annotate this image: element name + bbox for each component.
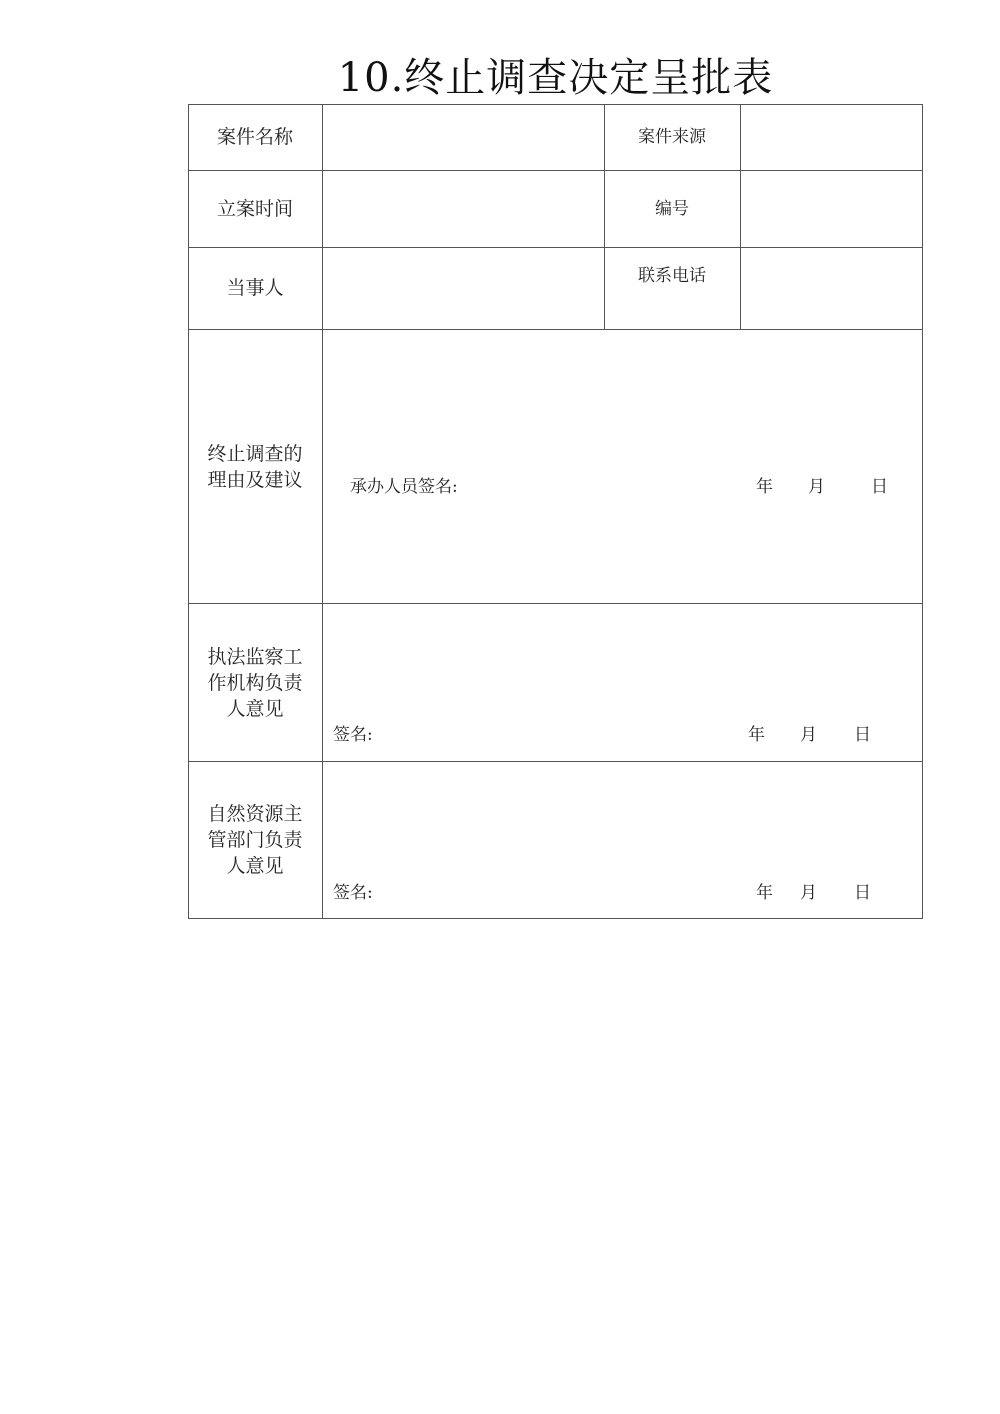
number-label: 编号 bbox=[655, 198, 689, 219]
case-name-label: 案件名称 bbox=[216, 126, 293, 148]
page-title: 10.终止调查决定呈批表 bbox=[337, 55, 774, 101]
case-source-field[interactable] bbox=[741, 105, 922, 170]
reason-label-line: 理由及建议 bbox=[207, 469, 303, 491]
resources-label bbox=[188, 800, 322, 880]
month-label: 月 bbox=[800, 883, 817, 903]
resources-sign-label: 签名: bbox=[333, 883, 373, 903]
month-label: 月 bbox=[808, 477, 825, 497]
reason-label bbox=[188, 329, 322, 605]
year-label: 年 bbox=[756, 883, 773, 903]
supervision-label bbox=[188, 643, 322, 723]
party-field[interactable] bbox=[323, 248, 604, 329]
table-border-bottom bbox=[188, 918, 923, 919]
approval-form bbox=[188, 104, 923, 919]
case-name-field[interactable] bbox=[323, 105, 604, 170]
resources-opinion-field[interactable] bbox=[323, 762, 922, 918]
filing-time-label: 立案时间 bbox=[216, 197, 293, 220]
reason-label-line: 终止调查的 bbox=[207, 443, 303, 465]
case-source-label: 案件来源 bbox=[638, 127, 706, 147]
contact-phone-label: 联系电话 bbox=[638, 266, 706, 286]
number-field[interactable] bbox=[741, 171, 922, 247]
resources-label-line: 自然资源主 bbox=[207, 803, 303, 825]
supervision-label-line: 作机构负责 bbox=[207, 672, 303, 694]
resources-label-line: 管部门负责 bbox=[207, 829, 303, 851]
party-label: 当事人 bbox=[226, 277, 284, 299]
supervision-sign-label: 签名: bbox=[333, 725, 373, 745]
day-label: 日 bbox=[854, 883, 871, 903]
resources-label-line: 人意见 bbox=[226, 855, 284, 877]
day-label: 日 bbox=[871, 477, 888, 497]
filing-time-field[interactable] bbox=[323, 171, 604, 247]
supervision-label-line: 人意见 bbox=[226, 698, 284, 720]
signer-label: 承办人员签名: bbox=[350, 477, 458, 497]
supervision-label-line: 执法监察工 bbox=[207, 646, 303, 668]
table-border-right bbox=[922, 104, 923, 919]
month-label: 月 bbox=[800, 725, 817, 745]
contact-phone-field[interactable] bbox=[741, 248, 922, 329]
year-label: 年 bbox=[748, 725, 765, 745]
day-label: 日 bbox=[854, 725, 871, 745]
year-label: 年 bbox=[756, 477, 773, 497]
reason-field[interactable] bbox=[323, 330, 922, 603]
supervision-opinion-field[interactable] bbox=[323, 604, 922, 761]
